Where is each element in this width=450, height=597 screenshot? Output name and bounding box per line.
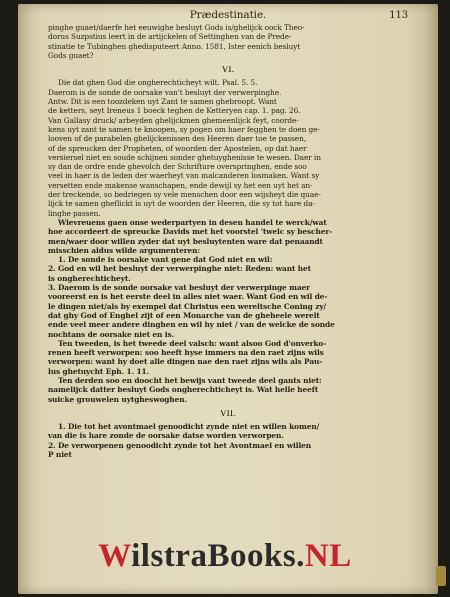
text-line: 2. De verworpenen genoodicht zynde tot het Avontmael en willen — [48, 440, 312, 450]
text-line: dorus Suzpstius leert in de artijckelen of Settinghen van de Prede- — [48, 32, 292, 42]
text-line: vooreerst en is het eerste deel in alles niet waer. Want God en wil de- — [48, 292, 328, 302]
page-number: 113 — [389, 10, 408, 21]
running-title: Prædestinatie. — [189, 9, 267, 21]
text-line: versetten ende makense wanschapen, ende dewijl sy het een uyt het an- — [48, 180, 313, 190]
section-heading: VII. — [219, 409, 237, 419]
text-line: de ketters, seyt Ireneus 1 boeck teghen de Ketteryen cap. 1. pag. 26. — [48, 106, 301, 116]
text-line: Wievreuens gaen onse wederpartyen in desen handel te werck/wat — [58, 217, 327, 227]
watermark-middle: ilstraBooks. — [131, 538, 305, 574]
text-line: is ongherechticheyt. — [48, 273, 131, 283]
text-line: lijck te samen gheflickt is uyt de woorden der Heeren, die sy tot hare da- — [48, 199, 315, 209]
text-line: men/waer door willen zyder dat uyt besluytenten ware dat penaandt — [48, 236, 323, 246]
text-line: 1. Die tot het avontmael genoodicht zynde niet en willen komen/ — [58, 422, 320, 432]
text-line: suicke grouwelen uytgheswoghen. — [48, 394, 187, 404]
text-line: Ten tweeden, is het tweede deel valsch: want alsoo God d'onverko- — [58, 338, 327, 348]
text-line: nochtans de oorsake niet en is. — [48, 329, 174, 339]
text-line: Daerom is de sonde de oorsake van't besluyt der verwerpinghe. — [48, 87, 282, 97]
text-line: stinatie te Tubinghen ghedisputeert Anno. 1581, Ister eenich besluyt — [48, 41, 301, 51]
body-text — [48, 23, 408, 459]
text-line: van die is hare zonde de oorsake datse worden verworpen. — [48, 431, 284, 441]
text-line: lus ghetuycht Eph. 1. 11. — [48, 366, 150, 376]
text-line: veel in haer is de leden der waerheyt van malcanderen losmaken. Want sy — [48, 171, 320, 181]
running-header — [48, 10, 408, 23]
text-line: Antw. Dit is een toozdeken uyt Zant te samen ghebroopt. Want — [48, 97, 277, 107]
watermark-nl: NL — [304, 538, 352, 574]
text-line: 2. God en wil het besluyt der verwerpinghe niet: Reden: want het — [48, 264, 311, 274]
text-line: le dingen niet/als by exempel dat Christus een wereltsche Coning zy/ — [48, 301, 327, 311]
text-line: versiersel niet en soude schijnen sonder ghetuyghenisse te wesen. Daer in — [48, 152, 321, 162]
text-line: Van Gallasy druck/ arbeyden ghelijckmen ghemeenlijck feyt, coorde- — [48, 115, 299, 125]
text-line: Die dat ghen God die ongherechticheyt wilt. Psal. 5. 5. — [58, 78, 258, 88]
page-text — [48, 10, 408, 459]
text-line: 3. Daerom is de sonde oorsake vat besluyt der verwerpinge maer — [48, 283, 310, 293]
text-line: verworpen: want hy doet alle dingen nae den raet zijns wils als Pau- — [48, 357, 323, 367]
text-line: kens uyt zant te samen te knoopen, sy pogen om haer fegghen te doen ge- — [48, 124, 320, 134]
text-line: hoe accordeert de spreucke Davids met het voorstel 'twelc sy bescher- — [48, 227, 333, 237]
text-line: misschien aldus wilde argumenteren: — [48, 245, 201, 255]
text-line: sy dan de ordre ende ghevolch der Schrifture overspringhen, ende soo — [48, 162, 307, 172]
text-line: looven of de parabelen ghelijckenissen des Heeren daer toe te passen, — [48, 134, 306, 144]
text-line: 1. De sonde is oorsake vant gene dat God niet en wil: — [58, 255, 273, 265]
text-line: namelijck datter besluyt Gods ongherechticheyt is. Wat helle heeft — [48, 385, 319, 395]
text-line: linghe passen. — [48, 208, 101, 218]
text-line: dat ghy God of Enghel zijt of een Monarche van de gheheele werelt — [48, 310, 320, 320]
text-line: renen heeft verworpen: soo heeft hyse immers na den raet zijns wils — [48, 348, 324, 358]
text-line: Ten derden soo en doocht het bewijs vant tweede deel gants niet: — [58, 375, 322, 385]
text-line: ende veel meer andere dinghen en wil hy niet / van de welcke de sonde — [48, 320, 335, 330]
book-page — [18, 4, 438, 594]
text-line: der treckende, so bedriegen sy vele menschen door een wijsheyt die quae- — [48, 190, 321, 200]
text-line: pinghe guaet/daerfe het eeuwighe besluyt Gods is/ghelijck oock Theo- — [48, 23, 305, 32]
section-heading: VI. — [221, 66, 235, 76]
watermark-w: W — [98, 538, 132, 574]
watermark — [0, 538, 450, 575]
text-line: P niet — [48, 450, 72, 460]
text-line: Gods guaet? — [48, 50, 94, 60]
text-line: of de spreucken der Propheten, of woorden der Apostelen, op dat haer — [48, 143, 307, 153]
